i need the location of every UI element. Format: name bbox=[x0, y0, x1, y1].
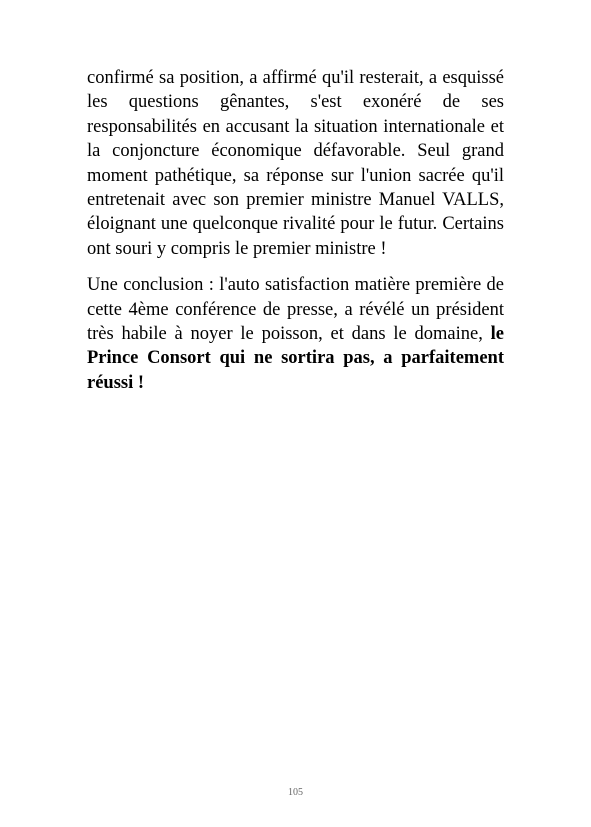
paragraph-1 bbox=[87, 66, 504, 261]
paragraph-2-text: Une conclusion : l'auto satisfaction matière première de cette 4ème conférence de presse, a révélé un président très habile à noyer le poisson, et dans le domaine, bbox=[87, 275, 504, 345]
body-text bbox=[87, 66, 504, 395]
paragraph-2 bbox=[87, 273, 504, 395]
page-number: 105 bbox=[288, 787, 303, 798]
paragraph-2-bold-text: le Prince Consort qui ne sortira pas, a parfaitement réussi ! bbox=[87, 324, 504, 393]
paragraph-1-text: confirmé sa position, a affirmé qu'il resterait, a esquissé les questions gênantes, s'est exonéré de ses responsabilités en accusant la situation internationale et la conjoncture économique défavorable. Seul grand moment pathétique, sa réponse sur l'union sacrée qu'il entretenait avec son premier ministre Manuel VALLS, éloignant une quelconque rivalité pour le futur. Certains ont souri y compris le premier ministre ! bbox=[87, 68, 504, 259]
